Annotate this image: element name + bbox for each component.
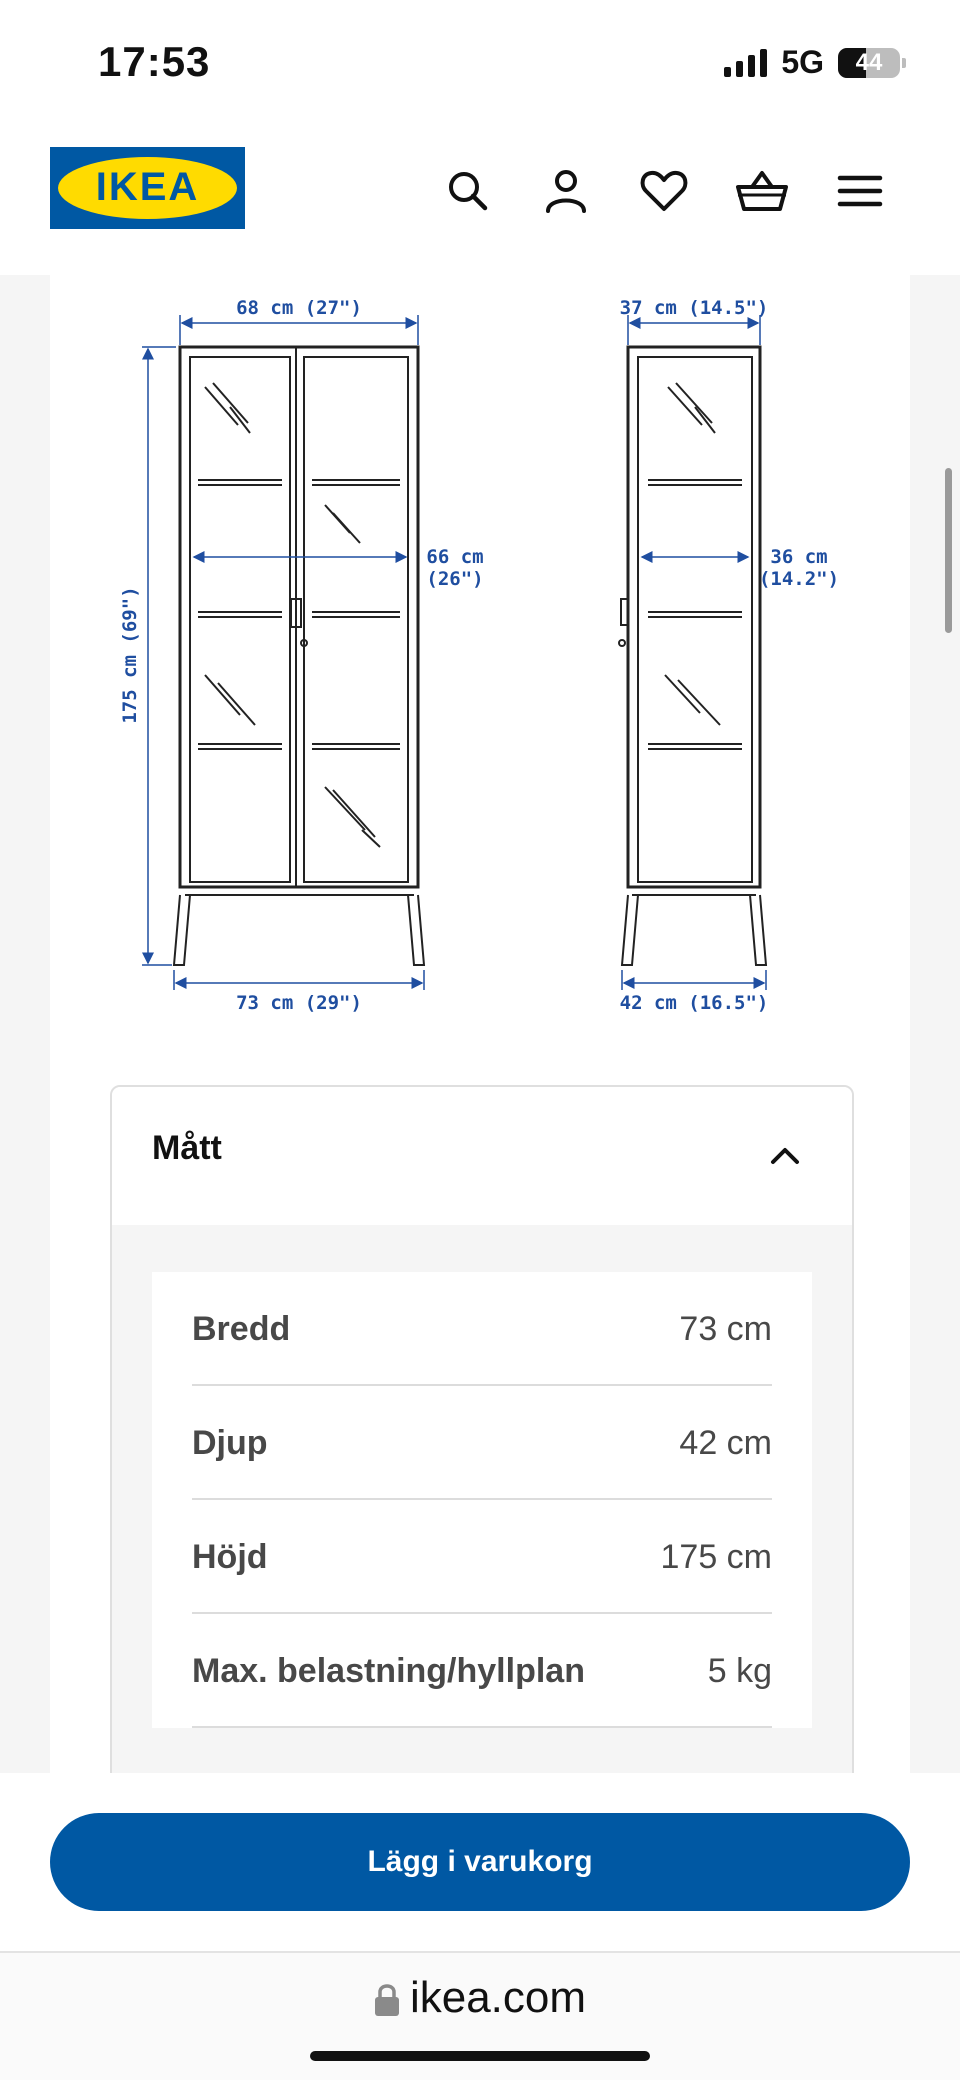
accordion-title: Mått	[152, 1129, 222, 1167]
search-icon[interactable]	[440, 163, 496, 219]
add-to-cart-button[interactable]: Lägg i varukorg	[50, 1813, 910, 1911]
logo-text: IKEA	[95, 165, 200, 209]
measurement-row	[192, 1500, 772, 1614]
profile-icon[interactable]	[538, 163, 594, 219]
measurement-row	[192, 1614, 772, 1728]
front-top-width-label: 68 cm (27")	[236, 297, 362, 319]
network-label: 5G	[781, 44, 824, 80]
home-indicator[interactable]	[310, 2051, 650, 2061]
front-inner-width-inch-label: (26")	[426, 568, 484, 590]
battery-level: 44	[855, 48, 883, 76]
site-header	[0, 125, 960, 275]
accordion-header[interactable]	[112, 1087, 852, 1225]
front-bottom-width-label: 73 cm (29")	[236, 992, 362, 1014]
status-indicators	[724, 44, 900, 81]
product-details-content	[50, 275, 910, 1775]
status-time: 17:53	[98, 38, 211, 85]
side-bottom-depth-label: 42 cm (16.5")	[619, 992, 769, 1014]
front-cabinet-illustration	[174, 347, 424, 965]
measurement-value: 73 cm	[679, 1310, 772, 1348]
measurement-label: Höjd	[192, 1538, 268, 1576]
heart-icon[interactable]	[636, 163, 692, 219]
side-top-depth-label: 37 cm (14.5")	[619, 297, 769, 319]
basket-icon[interactable]	[734, 163, 790, 219]
menu-icon[interactable]	[832, 163, 888, 219]
add-to-cart-bar	[0, 1773, 960, 1951]
measurement-value: 42 cm	[679, 1424, 772, 1462]
url-text: ikea.com	[409, 1973, 587, 2022]
measurement-row	[192, 1386, 772, 1500]
measurements-accordion	[110, 1085, 854, 1775]
status-bar	[0, 0, 960, 125]
measurement-value: 175 cm	[660, 1538, 772, 1576]
dimension-drawing	[50, 275, 910, 1045]
page-scrollbar[interactable]	[945, 468, 952, 633]
chevron-up-icon[interactable]	[770, 1145, 800, 1165]
side-inner-depth-label: 36 cm	[770, 546, 828, 568]
measurement-label: Djup	[192, 1424, 268, 1462]
measurement-label: Bredd	[192, 1310, 291, 1348]
front-dimensions	[142, 315, 424, 990]
measurement-label: Max. belastning/hyllplan	[192, 1652, 585, 1690]
url-display[interactable]	[0, 1973, 960, 2023]
browser-url-bar[interactable]	[0, 1951, 960, 2080]
signal-icon	[724, 49, 767, 77]
measurement-value: 5 kg	[707, 1652, 772, 1690]
side-cabinet-illustration	[619, 347, 766, 965]
battery-icon	[838, 48, 900, 78]
side-inner-depth-inch-label: (14.2")	[758, 568, 840, 590]
ikea-logo[interactable]	[50, 147, 245, 229]
measurement-row	[192, 1272, 772, 1386]
lock-icon	[374, 1983, 400, 2017]
measurements-table	[152, 1272, 812, 1728]
front-inner-width-label: 66 cm	[426, 546, 484, 568]
height-label: 175 cm (69")	[119, 586, 141, 724]
